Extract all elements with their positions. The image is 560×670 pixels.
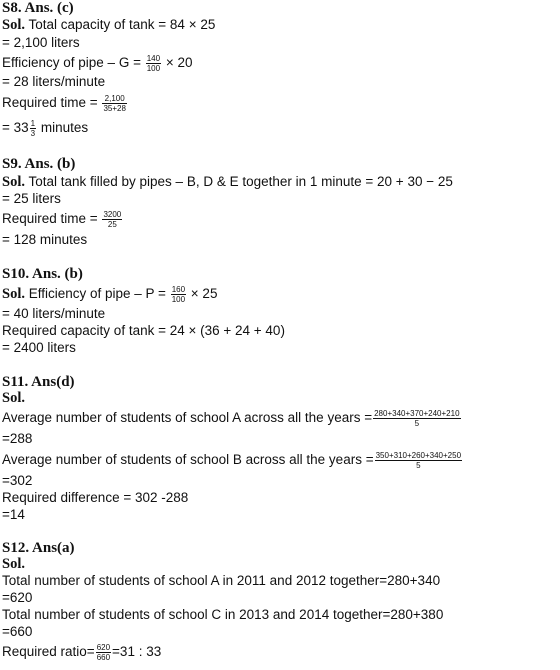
fraction-numerator: 620 [96, 642, 111, 652]
fraction-numerator: 2,100 [102, 94, 126, 104]
fraction-denominator: 660 [96, 652, 111, 662]
solution-text: = 33 [2, 120, 29, 135]
solution-line: = 40 liters/minute [2, 306, 106, 321]
sol-label: Sol. [2, 556, 25, 572]
fraction [96, 643, 111, 662]
solution-text: Total tank filled by pipes – B, D & E together in 1 minute = 20 + 30 − 25 [24, 174, 453, 189]
solution-text: Efficiency of pipe – P = [24, 286, 170, 301]
answer-heading: S9. Ans. (b) [2, 156, 76, 172]
solution-line: = 2,100 liters [2, 35, 80, 50]
sol-label: Sol. [2, 286, 25, 302]
solution-line: = 2400 liters [2, 340, 76, 355]
fraction [373, 409, 460, 428]
answer-heading: S10. Ans. (b) [2, 266, 83, 282]
solution-line: = 28 liters/minute [2, 74, 106, 89]
solution-line [2, 17, 215, 33]
solution-text: =31 : 33 [112, 644, 162, 659]
fraction-numerator: 3200 [103, 209, 122, 219]
fraction-numerator: 1 [30, 118, 36, 128]
solution-line [2, 92, 128, 114]
solution-text: minutes [37, 120, 89, 135]
solution-line [2, 406, 462, 430]
solution-text: Required ratio= [2, 644, 95, 659]
solution-text: Average number of students of school B across all the years = [2, 452, 374, 467]
solution-line: =288 [2, 431, 33, 446]
solution-line [2, 640, 161, 664]
fraction-denominator: 100 [171, 294, 186, 304]
solution-line: Total number of students of school A in 2011 and 2012 together=280+340 [2, 573, 441, 588]
solution-text: Required time = [2, 95, 102, 110]
solution-line [2, 208, 123, 230]
solution-line [2, 117, 88, 139]
sol-label: Sol. [2, 17, 25, 33]
solution-line: = 25 liters [2, 191, 61, 206]
solution-text: Total capacity of tank = 84 × 25 [24, 17, 216, 32]
solution-text: Efficiency of pipe – G = [2, 55, 145, 70]
solution-line: Required difference = 302 -288 [2, 490, 189, 505]
solution-line [2, 283, 217, 305]
sol-label: Sol. [2, 390, 25, 406]
fraction-denominator: 25 [107, 219, 117, 229]
solution-line: Total number of students of school C in 2013 and 2014 together=280+380 [2, 607, 444, 622]
solution-text: Average number of students of school A across all the years = [2, 410, 373, 425]
fraction [102, 94, 126, 113]
solution-line: =660 [2, 624, 33, 639]
solution-line [2, 52, 192, 74]
solution-text: Required time = [2, 211, 102, 226]
solution-line: =302 [2, 473, 33, 488]
solution-line [2, 448, 463, 472]
fraction [375, 451, 462, 470]
fraction [102, 210, 122, 229]
sol-label: Sol. [2, 174, 25, 190]
fraction [146, 54, 161, 73]
answer-heading: S12. Ans(a) [2, 540, 75, 556]
fraction-numerator: 140 [146, 53, 161, 63]
fraction [171, 285, 186, 304]
fraction-denominator: 5 [414, 418, 420, 428]
solution-line: Required capacity of tank = 24 × (36 + 24 + 40) [2, 323, 285, 338]
answer-heading: S8. Ans. (c) [2, 0, 74, 16]
answer-heading: S11. Ans(d) [2, 374, 75, 390]
fraction-numerator: 160 [171, 284, 186, 294]
solution-line [2, 174, 453, 190]
solution-text: × 25 [187, 286, 218, 301]
fraction-denominator: 100 [146, 63, 161, 73]
solution-line: = 128 minutes [2, 232, 88, 247]
solution-line: =14 [2, 507, 25, 522]
fraction-denominator: 35+28 [103, 103, 126, 113]
fraction-numerator: 280+340+370+240+210 [374, 408, 460, 418]
fraction [30, 119, 36, 138]
fraction-denominator: 5 [416, 460, 421, 470]
solution-line: =620 [2, 590, 33, 605]
fraction-numerator: 350+310+260+340+250 [375, 450, 462, 460]
solution-text: × 20 [162, 55, 193, 70]
fraction-denominator: 3 [30, 128, 36, 138]
